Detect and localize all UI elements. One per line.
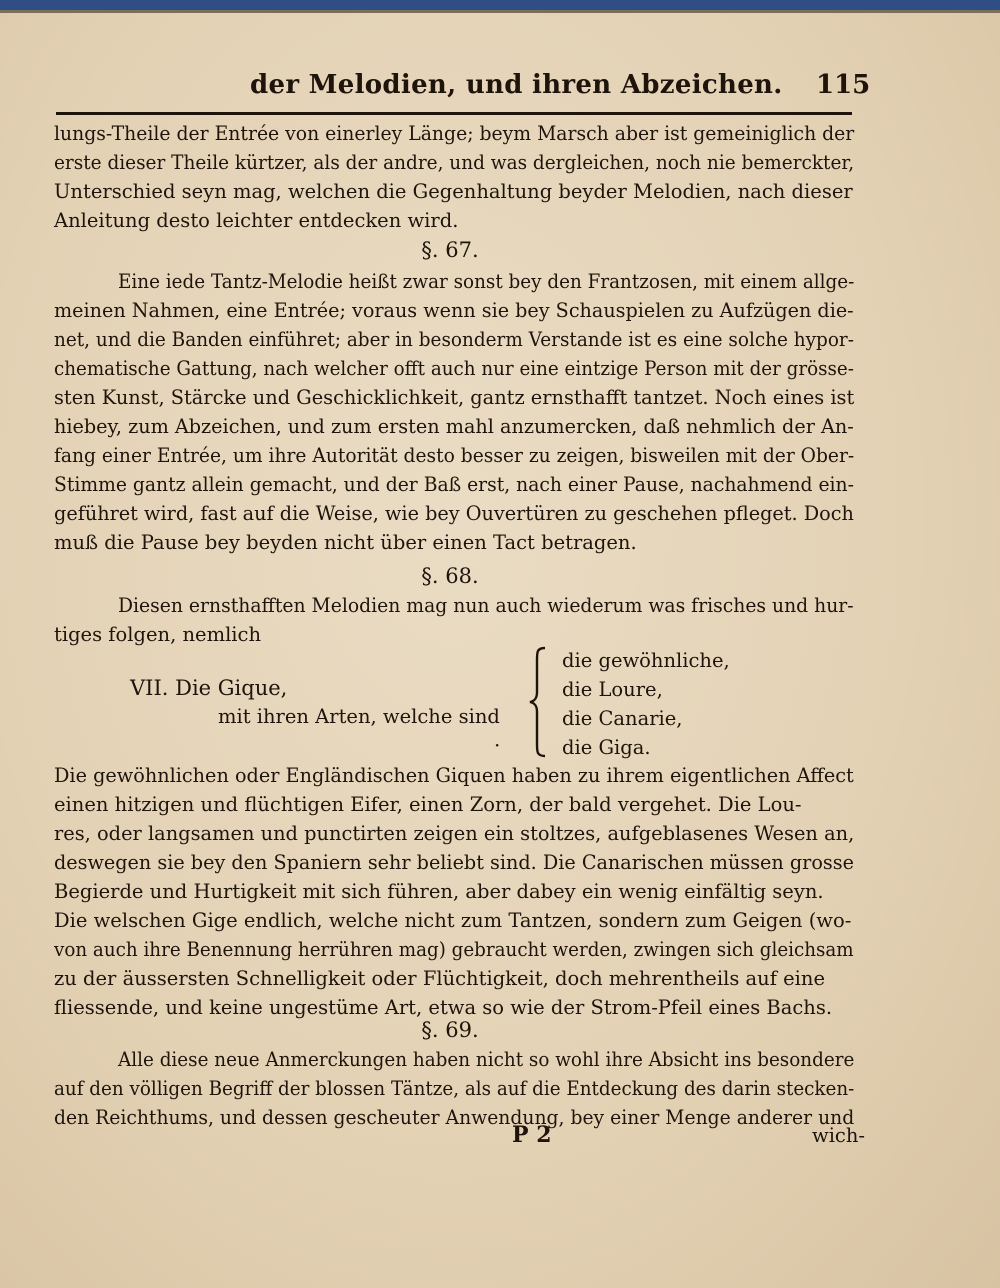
gigue-types-list	[562, 646, 730, 762]
catchword: wich-	[812, 1124, 865, 1147]
header-rule	[56, 112, 852, 115]
text-line: res, oder langsamen und punctirten zeigen ein stoltzes, aufgeblasenes Wesen an,	[54, 822, 855, 845]
section-heading-67: §. 67.	[421, 238, 479, 262]
text-line: chematische Gattung, nach welcher offt auch nur eine eintzige Person mit der grösse-	[54, 357, 854, 380]
list-item: die gewöhnliche,	[562, 649, 730, 672]
text-line: Diesen ernsthafften Melodien mag nun auch wiederum was frisches und hur-	[118, 594, 854, 617]
text-line: Begierde und Hurtigkeit mit sich führen, aber dabey ein wenig einfältig seyn.	[54, 880, 824, 903]
list-item: die Canarie,	[562, 707, 683, 730]
text-line: Eine iede Tantz-Melodie heißt zwar sonst bey den Frantzosen, mit einem allge-	[118, 270, 855, 293]
scan-top-edge	[0, 0, 1000, 10]
section-heading-68: §. 68.	[421, 564, 479, 588]
text-line: net, und die Banden einführet; aber in besonderm Verstande ist es eine solche hypor-	[54, 328, 854, 351]
text-line: Unterschied seyn mag, welchen die Gegenhaltung beyder Melodien, nach dieser	[54, 180, 853, 203]
signature-mark: P 2	[512, 1122, 552, 1148]
text-line: deswegen sie bey den Spaniern sehr beliebt sind. Die Canarischen müssen grosse	[54, 851, 854, 874]
section-heading-69: §. 69.	[421, 1018, 479, 1042]
text-line: tiges folgen, nemlich	[54, 623, 262, 646]
text-line: einen hitzigen und flüchtigen Eifer, einen Zorn, der bald vergehet. Die Lou-	[54, 793, 802, 816]
text-line: zu der äussersten Schnelligkeit oder Flüchtigkeit, doch mehrentheils auf eine	[54, 967, 826, 990]
text-line: Die welschen Gige endlich, welche nicht zum Tantzen, sondern zum Geigen (wo-	[54, 909, 852, 932]
list-title: VII. Die Gique,	[130, 676, 288, 700]
text-line: lungs-Theile der Entrée von einerley Länge; beym Marsch aber ist gemeiniglich der	[54, 122, 855, 145]
list-subtitle: mit ihren Arten, welche sind	[218, 705, 500, 728]
text-line: Stimme gantz allein gemacht, und der Baß erst, nach einer Pause, nachahmend ein-	[54, 473, 854, 496]
text-line: den Reichthums, und dessen gescheuter Anwendung, bey einer Menge anderer und	[54, 1106, 855, 1129]
text-line: von auch ihre Benennung herrühren mag) gebraucht werden, zwingen sich gleichsam	[54, 938, 854, 961]
text-line: fliessende, und keine ungestüme Art, etwa so wie der Strom-Pfeil eines Bachs.	[54, 996, 833, 1019]
list-item: die Giga.	[562, 736, 651, 759]
text-line: Die gewöhnlichen oder Engländischen Giquen haben zu ihrem eigentlichen Affect	[54, 764, 854, 787]
text-line: muß die Pause bey beyden nicht über einen Tact betragen.	[54, 531, 637, 554]
curly-brace-icon	[527, 646, 549, 758]
text-line: Alle diese neue Anmerckungen haben nicht so wohl ihre Absicht ins besondere	[118, 1048, 855, 1071]
text-line: hiebey, zum Abzeichen, und zum ersten mahl anzumercken, daß nehmlich der An-	[54, 415, 854, 438]
running-head: der Melodien, und ihren Abzeichen.	[250, 70, 783, 100]
text-line: auf den völligen Begriff der blossen Täntze, als auf die Entdeckung des darin stecken-	[54, 1077, 855, 1100]
text-line: meinen Nahmen, eine Entrée; voraus wenn sie bey Schauspielen zu Aufzügen die-	[54, 299, 854, 322]
page-number: 115	[816, 70, 871, 100]
text-line: Anleitung desto leichter entdecken wird.	[54, 209, 459, 232]
list-item: die Loure,	[562, 678, 663, 701]
ink-dot: ·	[494, 733, 501, 757]
scan-top-edge-shadow	[0, 10, 1000, 13]
text-line: fang einer Entrée, um ihre Autorität desto besser zu zeigen, bisweilen mit der Ober-	[54, 444, 855, 467]
text-line: geführet wird, fast auf die Weise, wie bey Ouvertüren zu geschehen pfleget. Doch	[54, 502, 854, 525]
text-line: sten Kunst, Stärcke und Geschicklichkeit, gantz ernsthafft tantzet. Noch eines ist	[54, 386, 855, 409]
text-line: erste dieser Theile kürtzer, als der andre, und was dergleichen, noch nie bemerckter,	[54, 151, 855, 174]
